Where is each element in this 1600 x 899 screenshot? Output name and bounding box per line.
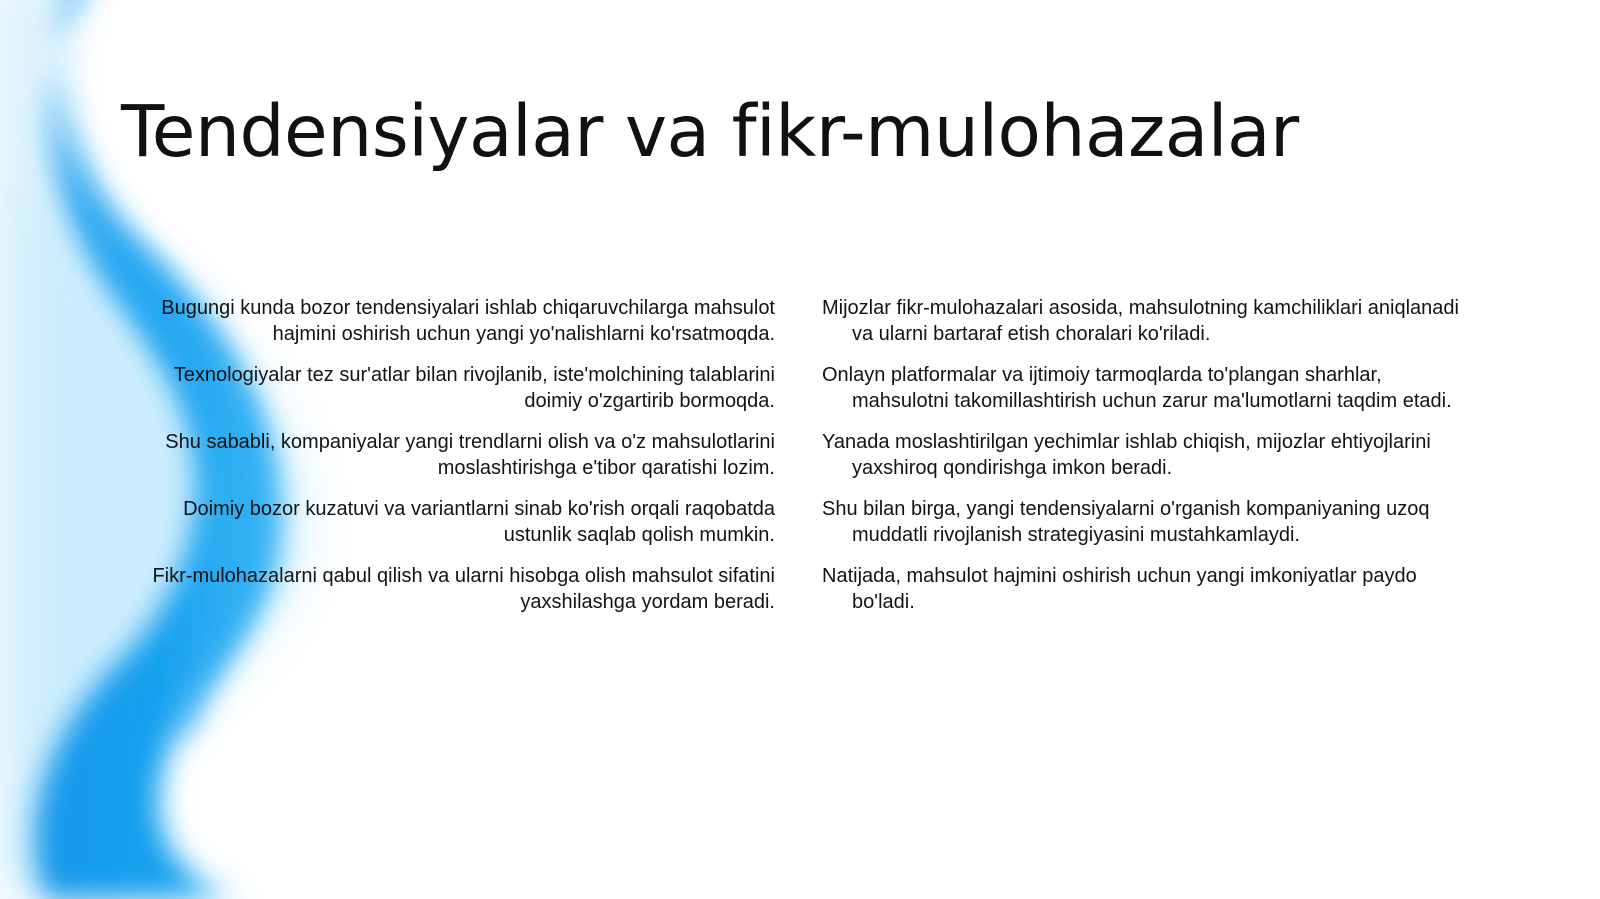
right-paragraph-5: Natijada, mahsulot hajmini oshirish uchun yangi imkoniyatlar paydo bo'ladi. — [822, 565, 1417, 613]
left-paragraph-1: Bugungi kunda bozor tendensiyalari ishlab chiqaruvchilarga mahsulot hajmini oshirish uchun yangi yo'nalishlarni ko'rsatmoqda. — [161, 297, 775, 345]
right-paragraph-1: Mijozlar fikr-mulohazalari asosida, mahsulotning kamchiliklari aniqlanadi va ularni bartaraf etish choralari ko'riladi. — [822, 297, 1459, 345]
left-paragraph-4: Doimiy bozor kuzatuvi va variantlarni sinab ko'rish orqali raqobatda ustunlik saqlab qolish mumkin. — [183, 498, 775, 546]
right-paragraph-4: Shu bilan birga, yangi tendensiyalarni o'rganish kompaniyaning uzoq muddatli rivojlanish strategiyasini mustahkamlaydi. — [822, 498, 1430, 546]
left-text-column — [115, 296, 775, 631]
right-text-column — [822, 296, 1482, 631]
left-paragraph-2: Texnologiyalar tez sur'atlar bilan rivojlanib, iste'molchining talablarini doimiy o'zgartirib bormoqda. — [173, 364, 775, 412]
right-paragraph-3: Yanada moslashtirilgan yechimlar ishlab chiqish, mijozlar ehtiyojlarini yaxshiroq qondirishga imkon beradi. — [822, 431, 1431, 479]
left-paragraph-5: Fikr-mulohazalarni qabul qilish va ularni hisobga olish mahsulot sifatini yaxshilashga yordam beradi. — [152, 565, 775, 613]
left-paragraph-3: Shu sababli, kompaniyalar yangi trendlarni olish va o'z mahsulotlarini moslashtirishga e'tibor qaratishi lozim. — [165, 431, 775, 479]
right-paragraph-2: Onlayn platformalar va ijtimoiy tarmoqlarda to'plangan sharhlar, mahsulotni takomillashtirish uchun zarur ma'lumotlarni taqdim etadi. — [822, 364, 1452, 412]
slide-title: Tendensiyalar va fikr-mulohazalar — [121, 90, 1299, 173]
